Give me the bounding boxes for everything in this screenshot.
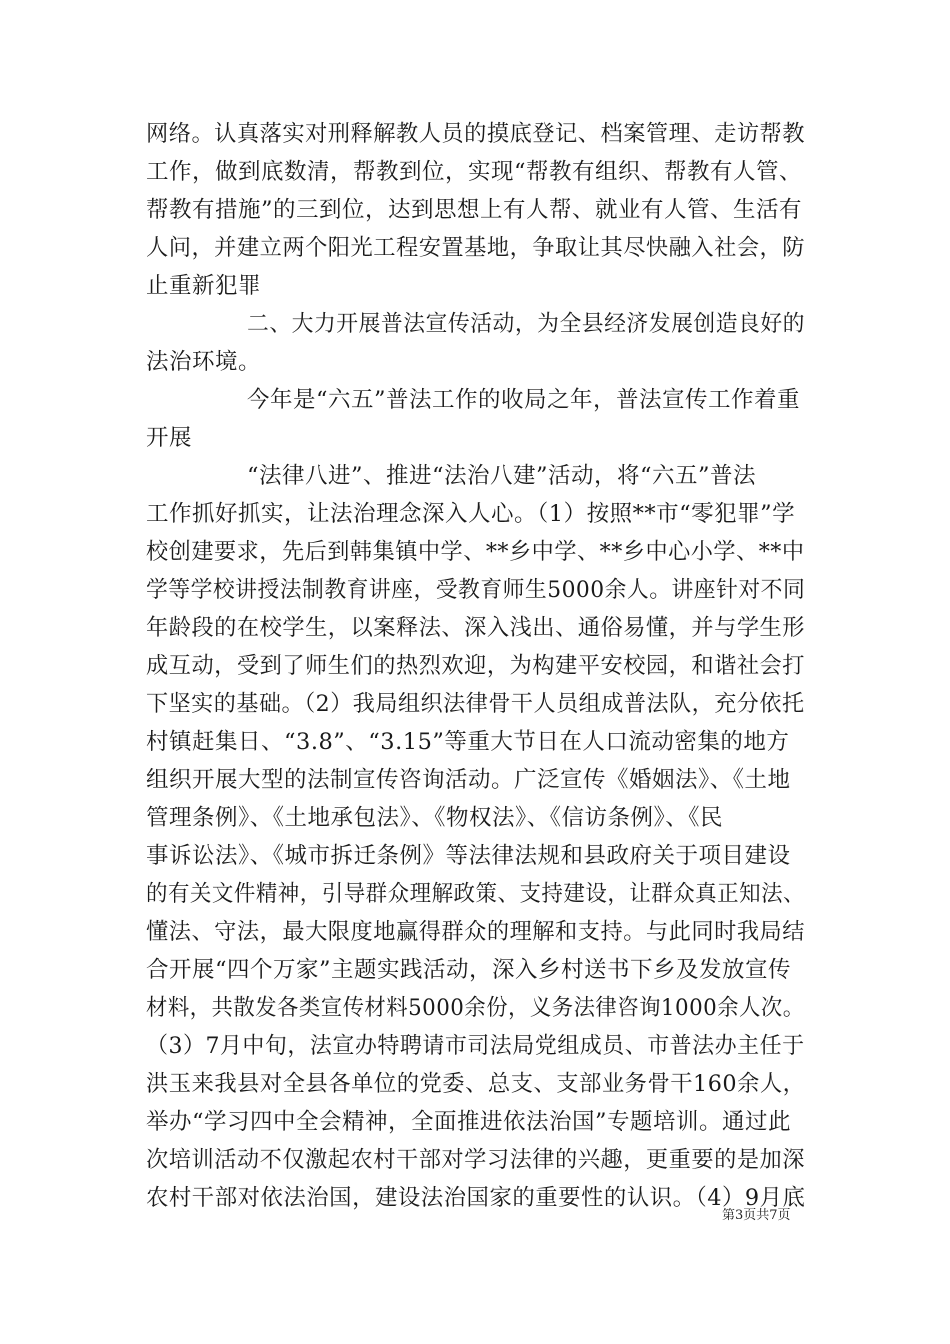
text-line: 人问，并建立两个阳光工程安置基地，争取让其尽快融入社会，防 — [146, 235, 806, 261]
section-heading: 二、大力开展普法宣传活动，为全县经济发展创造良好的 — [247, 311, 805, 337]
text-line: 管理条例》、《土地承包法》、《物权法》、《信访条例》、《民 — [146, 805, 724, 831]
text-line: 组织开展大型的法制宣传咨询活动。广泛宣传《婚姻法》、《土地 — [146, 767, 791, 793]
text-line: 的有关文件精神，引导群众理解政策、支持建设，让群众真正知法、 — [146, 881, 806, 907]
text-line: 事诉讼法》、《城市拆迁条例》等法律法规和县政府关于项目建设 — [146, 843, 791, 869]
text-line: 举办“学习四中全会精神，全面推进依法治国”专题培训。通过此 — [146, 1109, 792, 1135]
text-line: 合开展“四个万家”主题实践活动，深入乡村送书下乡及发放宣传 — [146, 957, 792, 983]
text-line: 帮教有措施”的三到位，达到思想上有人帮、就业有人管、生活有 — [146, 197, 803, 223]
text-line: 开展 — [146, 425, 193, 451]
text-line: “法律八进”、推进“法治八建”活动，将“六五”普法 — [247, 463, 757, 489]
text-line: 止重新犯罪 — [146, 273, 262, 299]
text-line: 成互动，受到了师生们的热烈欢迎，为构建平安校园，和谐社会打 — [146, 653, 806, 679]
text-line: 懂法、守法，最大限度地赢得群众的理解和支持。与此同时我局结 — [146, 919, 806, 945]
text-line: 校创建要求，先后到韩集镇中学、**乡中学、**乡中心小学、**中 — [146, 539, 805, 565]
text-line: （3）7月中旬，法宣办特聘请市司法局党组成员、市普法办主任于 — [146, 1033, 805, 1059]
text-line: 村镇赶集日、“3.8”、“3.15”等重大节日在人口流动密集的地方 — [146, 729, 790, 755]
text-line: 今年是“六五”普法工作的收局之年，普法宣传工作着重 — [247, 387, 801, 413]
text-line: 工作，做到底数清，帮教到位，实现“帮教有组织、帮教有人管、 — [146, 159, 803, 185]
page-number-footer: 第3页共7页 — [722, 1208, 791, 1223]
text-line: 下坚实的基础。（2）我局组织法律骨干人员组成普法队，充分依托 — [146, 691, 805, 717]
text-line: 农村干部对依法治国，建设法治国家的重要性的认识。（4）9月底 — [146, 1185, 806, 1211]
text-line: 工作抓好抓实，让法治理念深入人心。（1）按照**市“零犯罪”学 — [146, 501, 796, 527]
text-line: 年龄段的在校学生，以案释法、深入浅出、通俗易懂，并与学生形 — [146, 615, 806, 641]
text-line: 洪玉来我县对全县各单位的党委、总支、支部业务骨干160余人， — [146, 1071, 806, 1097]
text-line: 网络。认真落实对刑释解教人员的摸底登记、档案管理、走访帮教 — [146, 121, 806, 147]
text-line: 材料，共散发各类宣传材料5000余份，义务法律咨询1000余人次。 — [146, 995, 805, 1021]
text-line: 次培训活动不仅激起农村干部对学习法律的兴趣，更重要的是加深 — [146, 1147, 806, 1173]
text-line: 学等学校讲授法制教育讲座，受教育师生5000余人。讲座针对不同 — [146, 577, 806, 603]
section-heading: 法治环境。 — [146, 349, 262, 375]
